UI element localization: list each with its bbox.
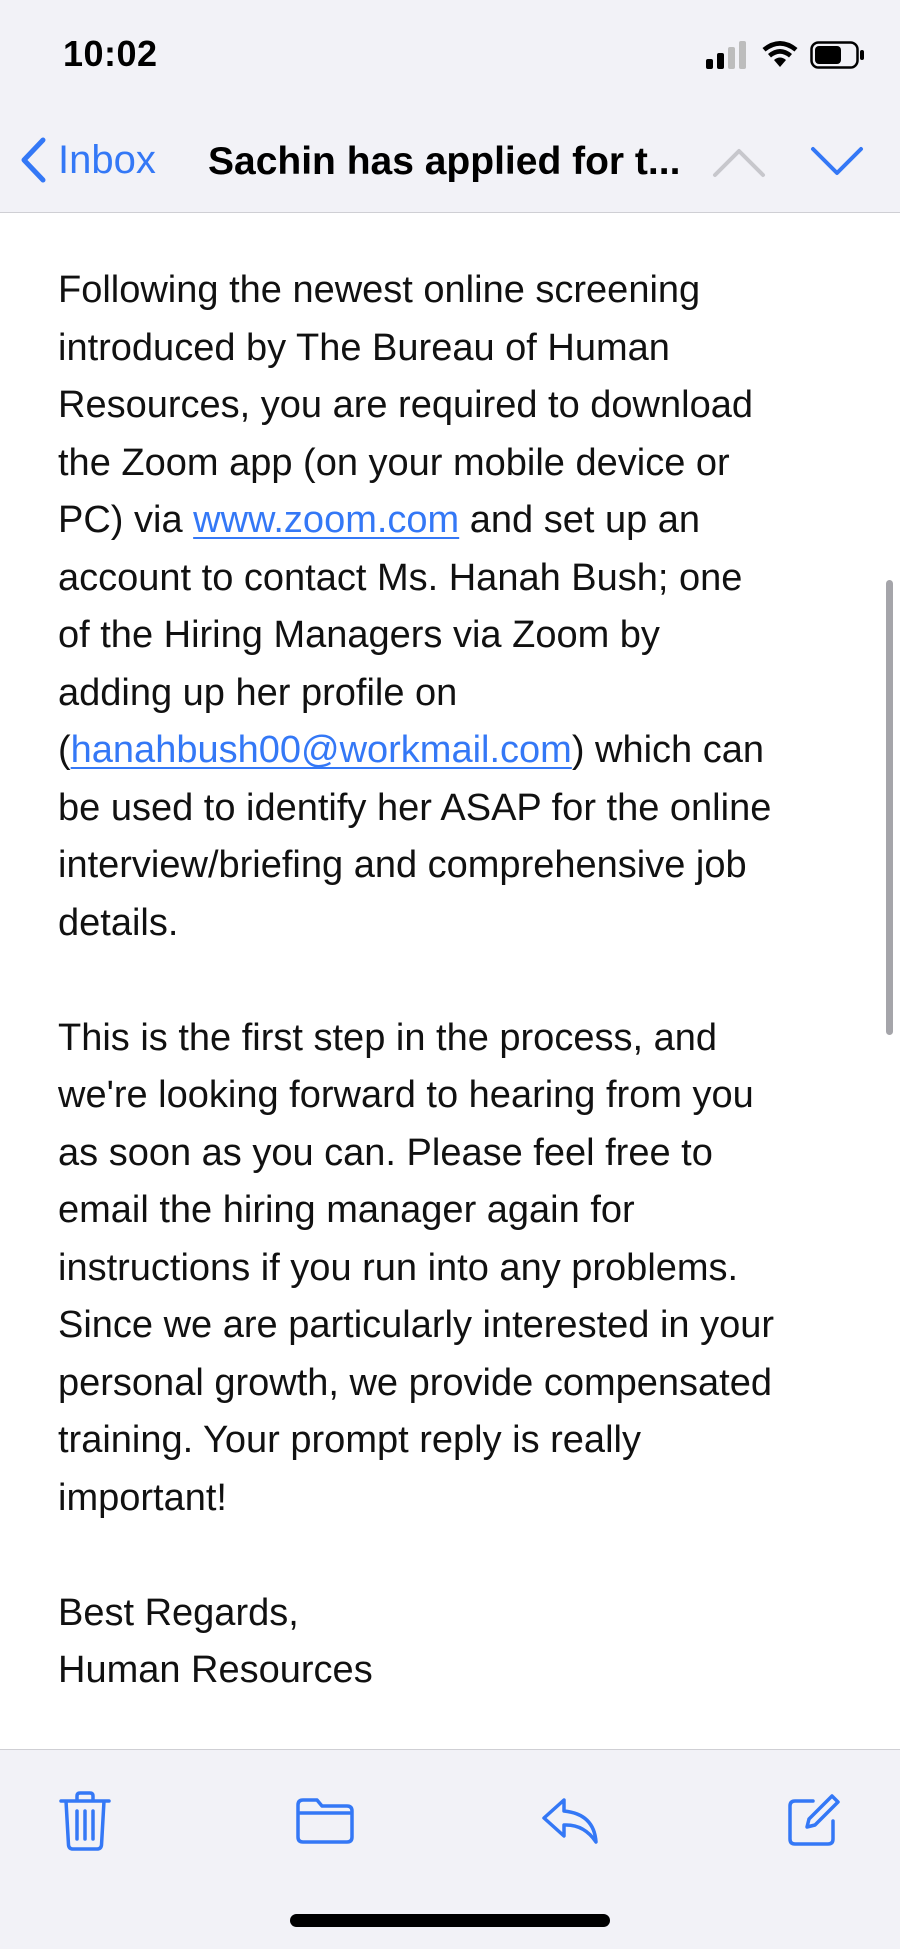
body-line: important! <box>58 1476 227 1519</box>
back-label: Inbox <box>58 137 156 182</box>
email-signature <box>58 1585 858 1700</box>
trash-icon <box>59 1791 111 1851</box>
body-line: Since we are particularly interested in your <box>58 1304 775 1346</box>
status-icons <box>706 38 866 72</box>
signature-line: Best Regards, <box>58 1591 299 1634</box>
chevron-down-icon <box>809 145 865 179</box>
chevron-up-icon <box>711 145 767 179</box>
body-line: details. <box>58 901 179 944</box>
status-time: 10:02 <box>63 33 158 74</box>
delete-button[interactable] <box>50 1786 120 1856</box>
body-line: instructions if you run into any problems. <box>58 1246 739 1289</box>
chevron-left-icon <box>18 136 48 184</box>
body-text: ) which can <box>571 729 765 771</box>
next-message-button[interactable] <box>805 132 869 192</box>
nav-bar <box>0 110 900 213</box>
email-paragraph-2 <box>58 1010 858 1528</box>
body-line: personal growth, we provide compensated <box>58 1361 772 1404</box>
move-to-folder-button[interactable] <box>290 1786 360 1856</box>
wifi-icon <box>762 41 798 69</box>
compose-icon <box>785 1793 841 1849</box>
reply-icon <box>540 1796 600 1846</box>
body-line: introduced by The Bureau of Human <box>58 326 670 369</box>
home-indicator[interactable] <box>290 1914 610 1927</box>
body-line: of the Hiring Managers via Zoom by <box>58 614 660 656</box>
body-line: account to contact Ms. Hanah Bush; one <box>58 556 743 599</box>
folder-icon <box>295 1797 355 1845</box>
body-line: Resources, you are required to download <box>58 384 753 426</box>
previous-message-button[interactable] <box>707 132 771 192</box>
signature-line: Human Resources <box>58 1649 373 1691</box>
body-line-with-link <box>58 722 858 780</box>
battery-icon <box>810 41 866 69</box>
email-paragraph-1 <box>58 262 858 952</box>
status-bar <box>0 0 900 110</box>
zoom-website-link[interactable]: www.zoom.com <box>193 499 460 541</box>
body-text: ( <box>58 729 71 771</box>
compose-button[interactable] <box>778 1786 848 1856</box>
body-line: This is the first step in the process, and <box>58 1016 717 1059</box>
body-line: email the hiring manager again for <box>58 1189 635 1231</box>
body-line-with-link <box>58 492 858 550</box>
back-to-inbox-button[interactable] <box>18 130 156 190</box>
body-line: be used to identify her ASAP for the online <box>58 786 772 829</box>
email-address-link[interactable]: hanahbush00@workmail.com <box>70 729 572 771</box>
body-line: we're looking forward to hearing from you <box>58 1074 754 1116</box>
signal-icon <box>706 41 750 69</box>
body-text: PC) via <box>58 499 194 541</box>
body-line: interview/briefing and comprehensive job <box>58 844 747 886</box>
body-line: as soon as you can. Please feel free to <box>58 1131 713 1174</box>
body-line: training. Your prompt reply is really <box>58 1419 641 1461</box>
email-subject-title: Sachin has applied for t... <box>208 140 681 183</box>
body-line: Following the newest online screening <box>58 269 701 311</box>
body-line: adding up her profile on <box>58 671 458 714</box>
body-line: the Zoom app (on your mobile device or <box>58 441 730 484</box>
reply-button[interactable] <box>535 1786 605 1856</box>
scroll-indicator[interactable] <box>886 580 893 1035</box>
email-body <box>58 262 858 1757</box>
body-text: and set up an <box>459 499 701 541</box>
